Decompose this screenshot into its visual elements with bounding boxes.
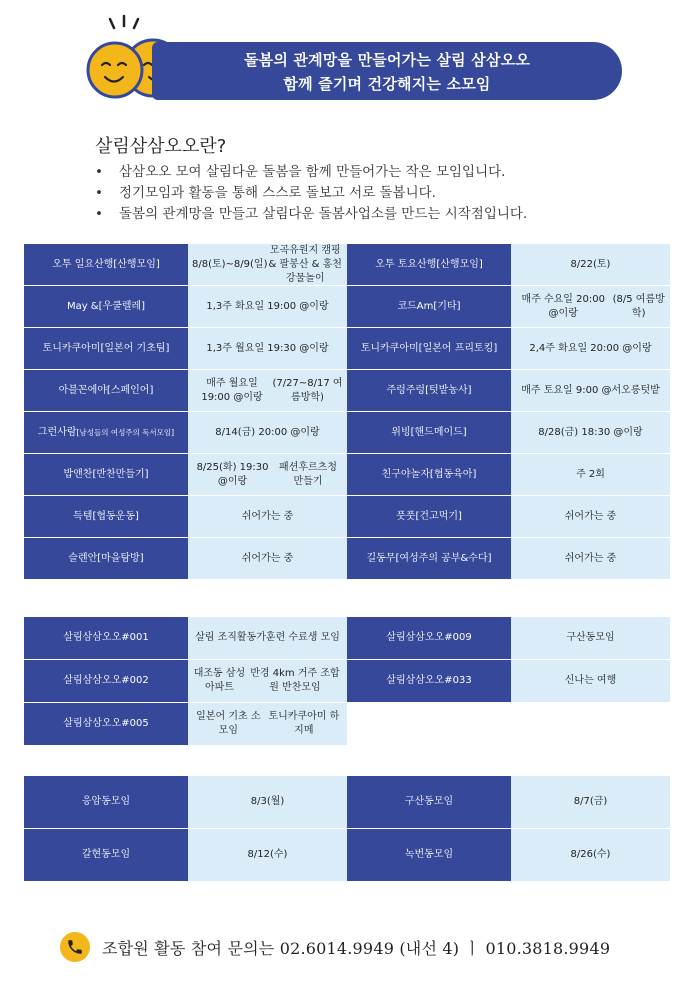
dong-name-cell: 구산동모임	[347, 776, 511, 829]
dong-date-cell: 8/3(월)	[188, 776, 347, 829]
numbered-desc-cell: 구산동모임	[511, 617, 670, 660]
header	[80, 14, 620, 119]
group-time-cell: 쉬어가는 중	[188, 496, 347, 538]
banner-line-2: 함께 즐기며 건강해지는 소모임	[283, 75, 491, 93]
empty-cell	[347, 703, 511, 746]
group-time-cell: 8/28(금) 18:30 @이랑	[511, 412, 670, 454]
intro-section	[95, 132, 655, 225]
contact-footer	[60, 930, 660, 964]
group-time-cell: 8/8(토)~8/9(일) 모곡유원지 캠핑 & 팔봉산 & 홍천강물놀이	[188, 244, 347, 286]
intro-bullet: • 돌봄의 관계망을 만들고 살림다운 돌봄사업소를 만드는 시작점입니다.	[95, 204, 655, 225]
group-name-cell: 토니카쿠아미 [일본어 기초팀]	[24, 328, 188, 370]
dong-date-cell: 8/7(금)	[511, 776, 670, 829]
groups-table	[24, 244, 670, 580]
dong-name-cell: 갈현동모임	[24, 829, 188, 882]
intro-bullets	[95, 162, 655, 225]
group-name-cell: 그런사람 [남성들의 여성주의 독서모임]	[24, 412, 188, 454]
dong-meetings-table	[24, 776, 670, 882]
numbered-desc-cell: 신나는 여행	[511, 660, 670, 703]
intro-bullet: • 정기모임과 활동을 통해 스스로 돌보고 서로 돌봅니다.	[95, 183, 655, 204]
group-time-cell: 8/22(토)	[511, 244, 670, 286]
intro-bullet: • 삼삼오오 모여 살림다운 돌봄을 함께 만들어가는 작은 모임입니다.	[95, 162, 655, 183]
group-time-cell: 주 2회	[511, 454, 670, 496]
group-name-cell: 오투 일요산행 [산행모임]	[24, 244, 188, 286]
numbered-groups-table	[24, 617, 670, 746]
group-name-cell: 주렁주렁 [텃밭농사]	[347, 370, 511, 412]
group-time-cell: 1,3주 월요일 19:30 @이랑	[188, 328, 347, 370]
dong-date-cell: 8/26(수)	[511, 829, 670, 882]
numbered-name-cell: 살림삼삼오오 #005	[24, 703, 188, 746]
group-time-cell: 쉬어가는 중	[511, 496, 670, 538]
group-name-cell: 토니카쿠아미 [일본어 프리토킹]	[347, 328, 511, 370]
numbered-desc-cell: 대조동 삼성아파트 반경 4km 거주 조합원 반찬모임	[188, 660, 347, 703]
group-name-cell: 슬렌안 [마을탐방]	[24, 538, 188, 580]
intro-title: 살림삼삼오오란?	[95, 136, 227, 157]
group-name-cell: 위빙 [핸드메이드]	[347, 412, 511, 454]
contact-text: 조합원 활동 참여 문의는 02.6014.9949 (내선 4) ㅣ 010.3818.9949	[102, 938, 611, 958]
group-name-cell: 길동무 [여성주의 공부&수다]	[347, 538, 511, 580]
group-time-cell: 매주 토요일 9:00 @서오릉텃밭	[511, 370, 670, 412]
group-name-cell: 풋풋 [건고먹기]	[347, 496, 511, 538]
numbered-name-cell: 살림삼삼오오 #001	[24, 617, 188, 660]
dong-name-cell: 녹번동모임	[347, 829, 511, 882]
group-time-cell: 매주 수요일 20:00 @이랑 (8/5 여름방학)	[511, 286, 670, 328]
numbered-desc-cell: 살림 조직활동가훈련 수료생 모임	[188, 617, 347, 660]
empty-cell	[511, 703, 670, 746]
group-name-cell: 밥앤찬 [반찬만들기]	[24, 454, 188, 496]
numbered-desc-cell: 일본어 기초 소모임 토니카쿠아미 하지메	[188, 703, 347, 746]
group-time-cell: 쉬어가는 중	[511, 538, 670, 580]
dong-date-cell: 8/12(수)	[188, 829, 347, 882]
banner-line-1: 돌봄의 관계망을 만들어가는 살림 삼삼오오	[243, 51, 531, 69]
banner	[152, 42, 622, 100]
group-time-cell: 쉬어가는 중	[188, 538, 347, 580]
group-time-cell: 2,4주 화요일 20:00 @이랑	[511, 328, 670, 370]
group-time-cell: 8/25(화) 19:30 @이랑 패션후르츠청 만들기	[188, 454, 347, 496]
group-time-cell: 8/14(금) 20:00 @이랑	[188, 412, 347, 454]
group-name-cell: 친구야놀자 [협동육아]	[347, 454, 511, 496]
numbered-name-cell: 살림삼삼오오 #002	[24, 660, 188, 703]
dong-name-cell: 응암동모임	[24, 776, 188, 829]
phone-icon	[60, 932, 90, 962]
numbered-name-cell: 살림삼삼오오 #033	[347, 660, 511, 703]
group-name-cell: May & [우쿨렐레]	[24, 286, 188, 328]
group-time-cell: 1,3주 화요일 19:00 @이랑	[188, 286, 347, 328]
group-time-cell: 매주 월요일 19:00 @이랑 (7/27~8/17 여름방학)	[188, 370, 347, 412]
group-name-cell: 아블꼰에야 [스페인어]	[24, 370, 188, 412]
group-name-cell: 오투 토요산행 [산행모임]	[347, 244, 511, 286]
group-name-cell: 득템 [협동운동]	[24, 496, 188, 538]
group-name-cell: 코드Am [기타]	[347, 286, 511, 328]
numbered-name-cell: 살림삼삼오오 #009	[347, 617, 511, 660]
